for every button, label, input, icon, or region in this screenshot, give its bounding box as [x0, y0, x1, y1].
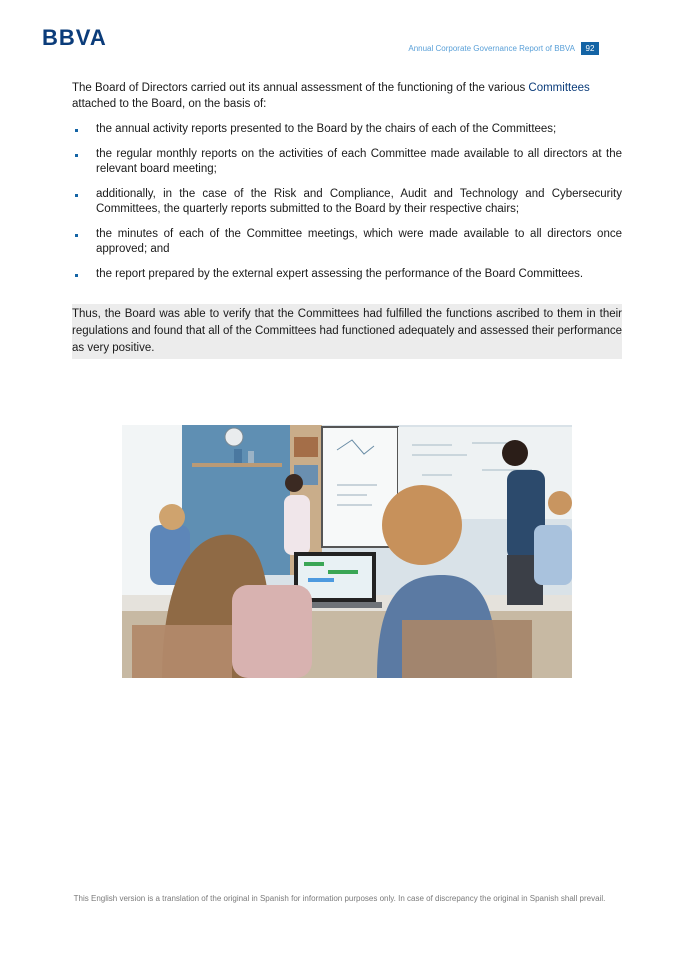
bbva-logo [42, 26, 120, 48]
list-item [72, 187, 622, 217]
list-item [72, 122, 622, 137]
classroom-illustration [122, 425, 572, 678]
list-item [72, 147, 622, 177]
page-header [408, 42, 599, 55]
intro-text-after: attached to the Board, on the basis of: [72, 98, 267, 110]
page-number: 92 [581, 42, 599, 55]
logo-text: BBVA [42, 26, 107, 48]
bullet-icon [75, 274, 78, 277]
footer-disclaimer: This English version is a translation of the original in Spanish for information purposes only. In case of discrepancy the original in Spanish shall prevail. [73, 894, 606, 903]
intro-text-before: The Board of Directors carried out its annual assessment of the functioning of the various [72, 82, 529, 94]
bullet-icon [75, 129, 78, 132]
intro-highlight: Committees [528, 82, 590, 94]
bullet-icon [75, 194, 78, 197]
report-title: Annual Corporate Governance Report of BBVA [408, 44, 575, 53]
classroom-photo [122, 425, 572, 678]
list-item [72, 227, 622, 257]
intro-paragraph [72, 80, 622, 112]
list-item [72, 267, 622, 282]
bullet-list [72, 122, 622, 282]
bullet-icon [75, 154, 78, 157]
conclusion-paragraph: Thus, the Board was able to verify that the Committees had fulfilled the functions ascribed to them in their regulations and found that all of the Committees had functioned adequately and assessed their performance as very positive. [72, 304, 622, 359]
bullet-text: the minutes of each of the Committee meetings, which were made available to all directors once approved; and [96, 228, 622, 255]
bullet-icon [75, 234, 78, 237]
main-content [72, 80, 622, 371]
bullet-text: the report prepared by the external expert assessing the performance of the Board Committees. [96, 268, 584, 280]
bullet-text: the regular monthly reports on the activities of each Committee made available to all directors at the relevant board meeting; [96, 148, 622, 175]
bullet-text: the annual activity reports presented to the Board by the chairs of each of the Committees; [96, 123, 557, 135]
bullet-text: additionally, in the case of the Risk and Compliance, Audit and Technology and Cybersecurity Committees, the quarterly reports submitted to the Board by their respective chairs; [96, 188, 622, 215]
